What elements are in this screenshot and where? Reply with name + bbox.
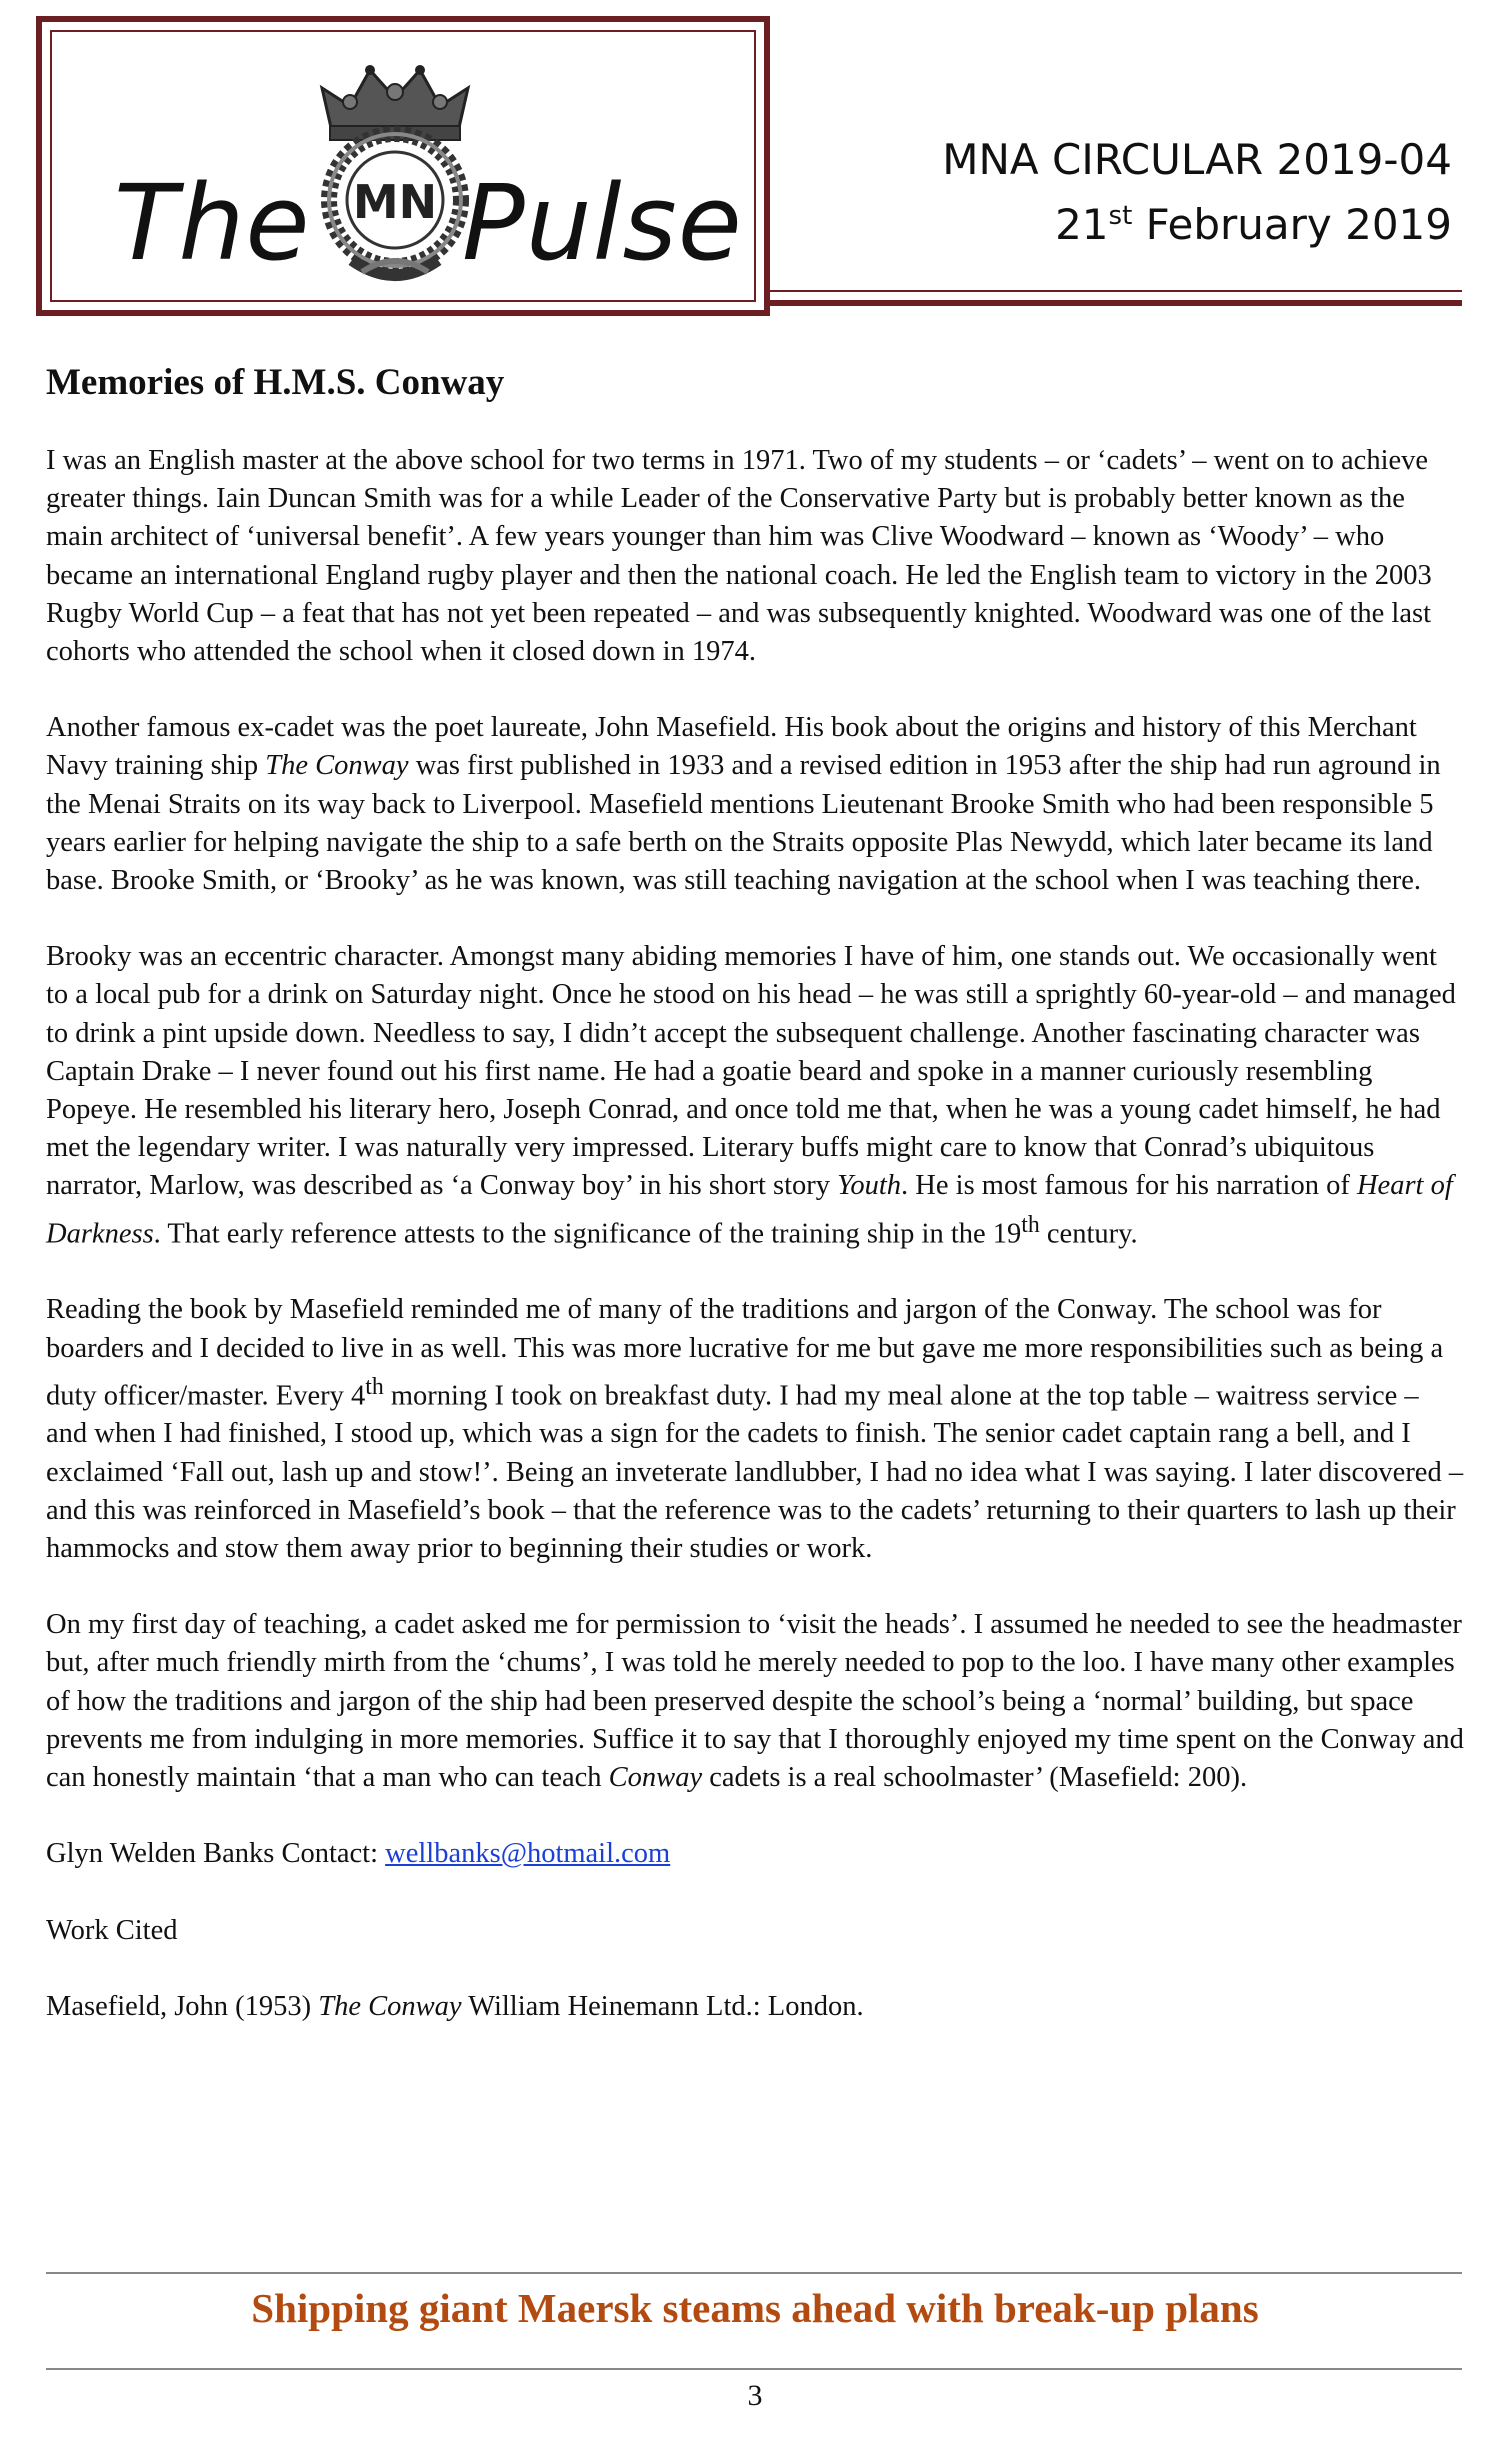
divider-top bbox=[46, 2272, 1462, 2274]
p2-italic: The Conway bbox=[265, 750, 409, 782]
article bbox=[46, 360, 1466, 2064]
header-rule-thick bbox=[770, 300, 1462, 306]
date-suffix: st bbox=[1108, 201, 1133, 231]
p5-text-a: On my first day of teaching, a cadet asked me for permission to ‘visit the heads’. I assumed he needed to see the headmaster but, after much friendly mirth from the ‘chums’, I was told he merely needed to pop to the loo. I have many other examples of how the traditions and jargon of the ship had been preserved despite the school’s being a ‘normal’ building, but space prevents me from indulging in more memories. Suffice it to say that I thoroughly enjoyed my time spent on the Conway and can honestly maintain ‘that a man who can teach bbox=[46, 1609, 1464, 1794]
p2-text-b: was first published in 1933 and a revised edition in 1953 after the ship had run aground in the Menai Straits on its way back to Liverpool. Masefield mentions Lieutenant Brooke Smith who had been responsible 5 years earlier for helping navigate the ship to a safe berth on the Straits opposite Plas Newydd, which later became its land base. Brooke Smith, or ‘Brooky’ as he was known, was still teaching navigation at the school when I was teaching there. bbox=[46, 750, 1441, 897]
citation-text-a: Masefield, John (1953) bbox=[46, 1990, 319, 2022]
masthead bbox=[36, 16, 770, 316]
citation bbox=[46, 1988, 1466, 2026]
p2-text-a: Another famous ex-cadet was the poet laureate, John Masefield. His book about the origins and history of this Merchant Navy training ship bbox=[46, 712, 1417, 782]
paragraph-3 bbox=[46, 938, 1466, 1253]
paragraph-1: I was an English master at the above school for two terms in 1971. Two of my students – or ‘cadets’ – went on to achieve greater things. Iain Duncan Smith was for a while Leader of the Conservative Party but is probably better known as the main architect of ‘universal benefit’. A few years younger than him was Clive Woodward – known as ‘Woody’ – who became an international England rugby player and then the national coach. He led the English team to victory in the 2003 Rugby World Cup – a feat that has not yet been repeated – and was subsequently knighted. Woodward was one of the last cohorts who attended the school when it closed down in 1974. bbox=[46, 445, 1432, 668]
paragraph-2 bbox=[46, 709, 1466, 900]
masthead-title-left: The bbox=[114, 162, 311, 284]
header-rule-thin bbox=[770, 290, 1462, 292]
paragraph-5 bbox=[46, 1606, 1466, 1797]
p3-text-a: Brooky was an eccentric character. Amongst many abiding memories I have of him, one stands out. We occasionally went to a local pub for a drink on Saturday night. Once he stood on his head – he was still a sprightly 60-year-old – and managed to drink a pint upside down. Needless to say, I didn’t accept the subsequent challenge. Another fascinating character was Captain Drake – I never found out his first name. He had a goatie beard and spoke in a manner curiously resembling Popeye. He resembled his literary hero, Joseph Conrad, and once told me that, when he was a young cadet himself, he had met the legendary writer. I was naturally very impressed. Literary buffs might care to know that Conrad’s ubiquitous narrator, Marlow, was described as ‘a Conway boy’ in his short story bbox=[46, 941, 1456, 1202]
citation-italic: The Conway bbox=[318, 1990, 462, 2022]
p3-text-b: . He is most famous for his narration of bbox=[901, 1170, 1357, 1202]
works-cited-heading: Work Cited bbox=[46, 1914, 178, 1946]
p5-text-b: cadets is a real schoolmaster’ (Masefield: 200). bbox=[702, 1762, 1248, 1794]
contact-text: Glyn Welden Banks Contact: bbox=[46, 1838, 386, 1870]
p4-text-b: morning I took on breakfast duty. I had my meal alone at the top table – waitress service – and when I had finished, I stood up, which was a sign for the cadets to finish. The senior cadet captain rang a bell, and I exclaimed ‘Fall out, lash up and stow!’. Being an inveterate landlubber, I had no idea what I was saying. I later discovered – and this was reinforced in Masefield’s book – that the reference was to the cadets’ returning to their quarters to lash up their hammocks and stow them away prior to beginning their studies or work. bbox=[46, 1380, 1464, 1565]
badge-text: MN bbox=[352, 175, 438, 229]
p4-sup: th bbox=[365, 1373, 384, 1400]
p3-text-d: century. bbox=[1039, 1218, 1138, 1250]
paragraph-4 bbox=[46, 1291, 1466, 1568]
date-rest: February 2019 bbox=[1145, 200, 1452, 249]
circular-date bbox=[942, 188, 1452, 253]
contact-email-link[interactable]: wellbanks@hotmail.com bbox=[385, 1838, 671, 1870]
p4-text-a: Reading the book by Masefield reminded me of many of the traditions and jargon of the Conway. The school was for boarders and I decided to live in as well. This was more lucrative for me but gave me more responsibilities such as being a duty officer/master. Every 4 bbox=[46, 1294, 1444, 1412]
circular-number: MNA CIRCULAR 2019-04 bbox=[942, 135, 1452, 184]
circular-info bbox=[942, 132, 1452, 253]
p3-italic-youth: Youth bbox=[837, 1170, 902, 1202]
p5-italic: Conway bbox=[608, 1762, 703, 1794]
p3-sup: th bbox=[1021, 1211, 1040, 1238]
date-day: 21 bbox=[1055, 200, 1109, 249]
next-article-title: Shipping giant Maersk steams ahead with break-up plans bbox=[251, 2285, 1259, 2331]
p3-italic-heart: Heart of Darkness bbox=[46, 1170, 1453, 1250]
citation-text-b: William Heinemann Ltd.: London. bbox=[461, 1990, 864, 2022]
divider-bottom bbox=[46, 2368, 1462, 2370]
masthead-title-right: Pulse bbox=[462, 162, 743, 284]
p3-text-c: . That early reference attests to the significance of the training ship in the 19 bbox=[153, 1218, 1022, 1250]
contact-line bbox=[46, 1835, 1466, 1873]
article-title: Memories of H.M.S. Conway bbox=[46, 362, 505, 403]
page-number: 3 bbox=[747, 2379, 763, 2412]
